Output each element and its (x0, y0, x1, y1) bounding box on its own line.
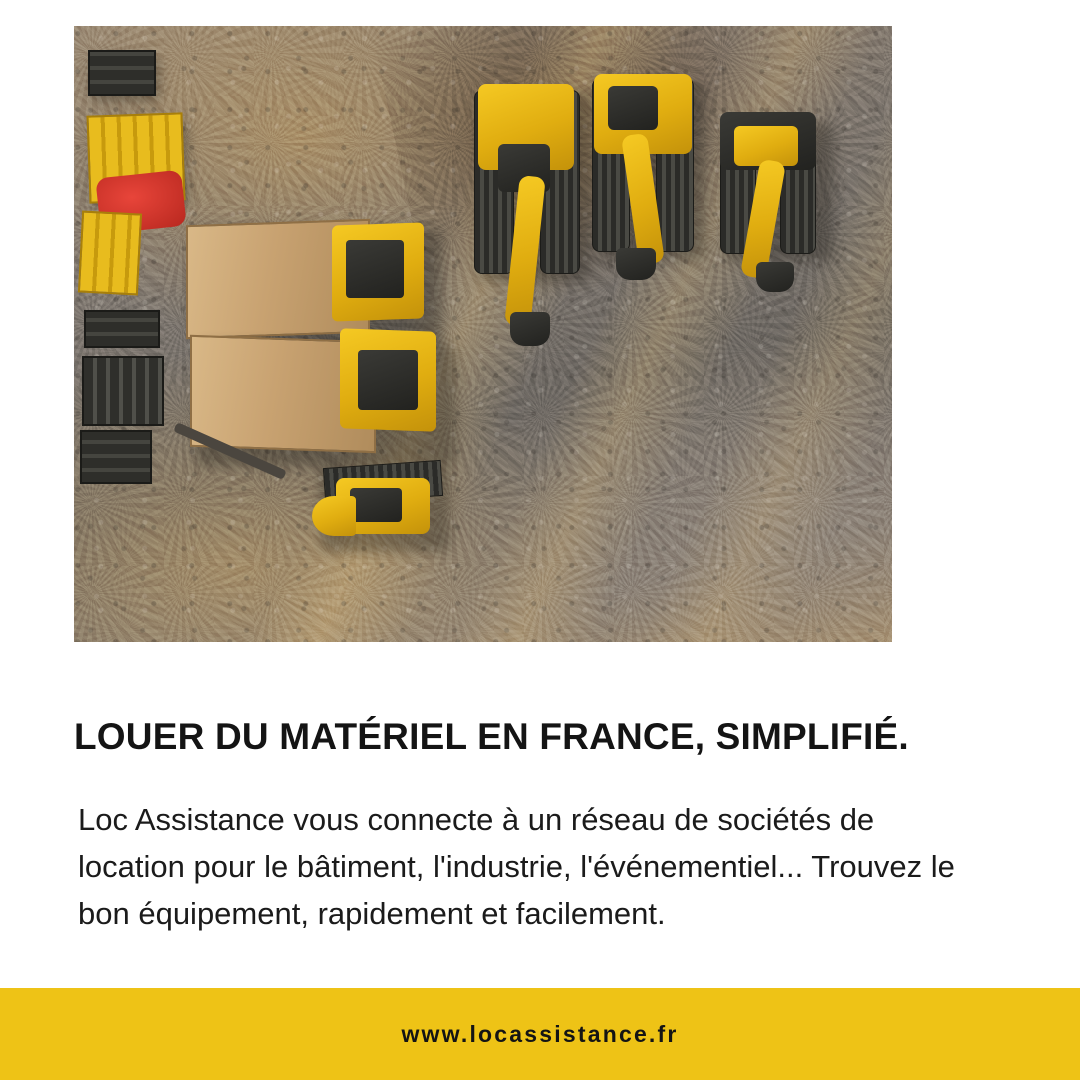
dumper-two-engine-hood (358, 350, 418, 410)
page-title: LOUER DU MATÉRIEL EN FRANCE, SIMPLIFIÉ. (74, 715, 909, 757)
footer-bar (0, 988, 1080, 1080)
dumper-one-engine-hood (346, 240, 404, 298)
excavator-b-cab (608, 86, 658, 130)
loader-bucket (312, 496, 356, 536)
excavator-c-bucket (756, 262, 794, 292)
excavator-a-bucket (510, 312, 550, 346)
crate-dark-pipes (82, 356, 164, 426)
crate-dark-bottom (80, 430, 152, 484)
excavator-b-bucket (616, 248, 656, 280)
description-text: Loc Assistance vous connecte à un réseau de sociétés de location pour le bâtiment, l'industrie, l'événementiel... Trouvez le bon équipement, rapidement et facilement. (78, 802, 955, 932)
pallet-yellow-lower (78, 210, 142, 295)
loader-cab (350, 488, 402, 522)
crate-dark-mid (84, 310, 160, 348)
website-url[interactable]: www.locassistance.fr (401, 1020, 679, 1047)
crate-dark-top (88, 50, 156, 96)
photo-ground-texture (74, 26, 892, 642)
hero-photo (74, 26, 892, 642)
